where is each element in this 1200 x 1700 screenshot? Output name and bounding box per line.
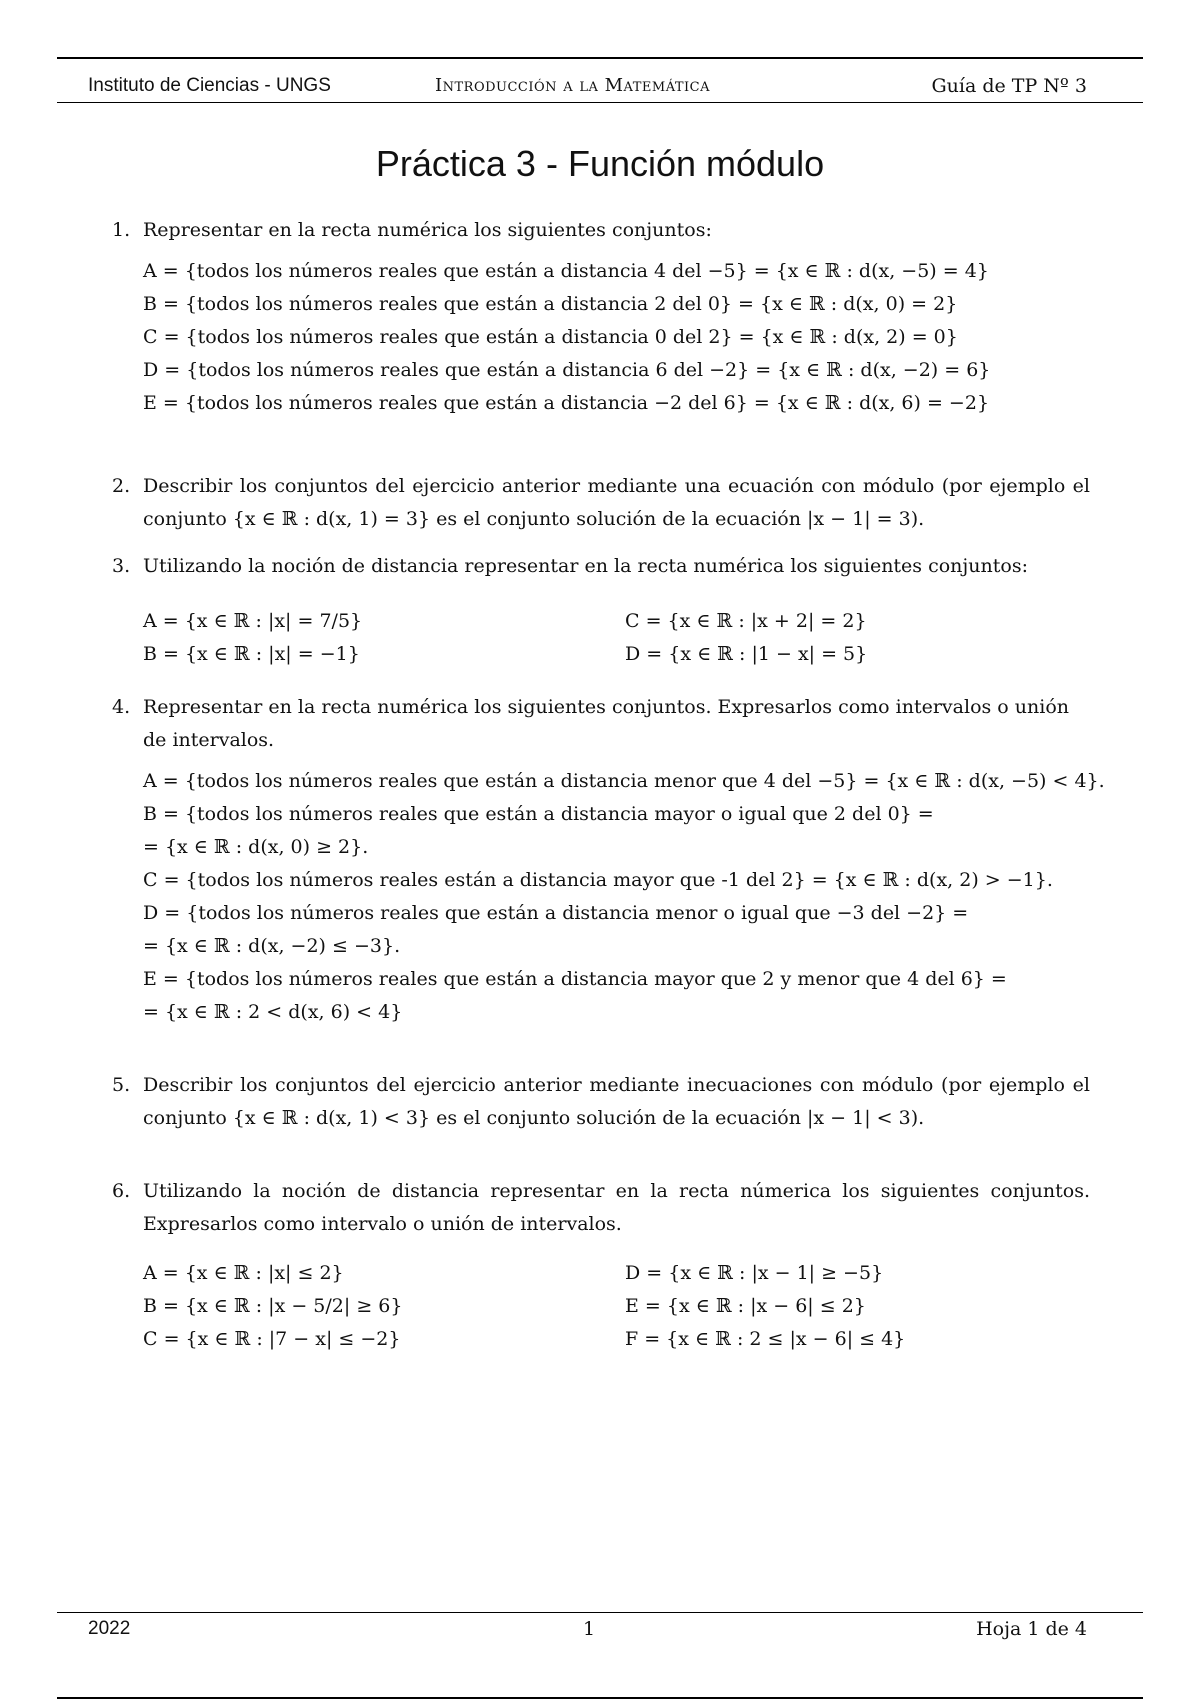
footer-rule [57,1612,1143,1613]
set-definition: B = {x ∈ ℝ : |x| = −1} [143,643,360,665]
set-definition: B = {x ∈ ℝ : |x − 5/2| ≥ 6} [143,1295,403,1317]
set-definition: A = {todos los números reales que están a distancia 4 del −5} = {x ∈ ℝ : d(x, −5) = 4} [143,260,989,282]
exercise-3 [112,550,1090,583]
set-definition: C = {x ∈ ℝ : |x + 2| = 2} [625,610,867,632]
set-columns [143,1257,1090,1356]
page-title: Práctica 3 - Función módulo [375,143,825,184]
set-definition: A = {todos los números reales que están a distancia menor que 4 del −5} = {x ∈ ℝ : d(x, −5) < 4}. [143,770,1105,792]
set-definition: C = {todos los números reales están a distancia mayor que -1 del 2} = {x ∈ ℝ : d(x, 2) > −1}. [143,869,1053,891]
exercise-number: 4. [112,696,131,718]
page-number: 1 [583,1618,596,1640]
set-definition: B = {todos los números reales que están a distancia 2 del 0} = {x ∈ ℝ : d(x, 0) = 2} [143,293,958,315]
bottom-rule [57,1697,1143,1699]
exercise-2 [112,470,1090,536]
footer-sheet: Hoja 1 de 4 [976,1618,1087,1640]
exercise-statement: Utilizando la noción de distancia representar en la recta númerica los siguientes conjuntos. Expresarlos como intervalo o unión de intervalos. [143,1180,1090,1235]
header-rule [57,102,1143,103]
set-definition: D = {x ∈ ℝ : |x − 1| ≥ −5} [625,1262,884,1284]
set-definition: D = {todos los números reales que están a distancia menor o igual que −3 del −2} = [143,902,969,924]
set-definition: E = {todos los números reales que están a distancia mayor que 2 y menor que 4 del 6} = [143,968,1007,990]
set-definition: = {x ∈ ℝ : 2 < d(x, 6) < 4} [143,1001,403,1023]
exercise-number: 2. [112,475,131,497]
header-institute: Instituto de Ciencias - UNGS [88,75,331,96]
exercise-6 [112,1175,1090,1241]
set-definition: C = {x ∈ ℝ : |7 − x| ≤ −2} [143,1328,401,1350]
exercise-number: 5. [112,1074,131,1096]
set-definition: E = {x ∈ ℝ : |x − 6| ≤ 2} [625,1295,866,1317]
exercise-statement: Describir los conjuntos del ejercicio anterior mediante una ecuación con módulo (por ejemplo el conjunto {x ∈ ℝ : d(x, 1) = 3} es el conjunto solución de la ecuación |x − 1| = 3). [143,475,1090,530]
set-columns [143,605,1090,671]
set-definition: F = {x ∈ ℝ : 2 ≤ |x − 6| ≤ 4} [625,1328,906,1350]
exercise-5 [112,1069,1090,1135]
exercise-statement: Representar en la recta numérica los siguientes conjuntos. Expresarlos como intervalos o unión de intervalos. [143,696,1069,751]
footer-year: 2022 [88,1618,131,1639]
exercise-number: 6. [112,1180,131,1202]
header-course: Introducción a la Matemática [435,75,711,96]
set-definition: D = {x ∈ ℝ : |1 − x| = 5} [625,643,868,665]
set-definition: A = {x ∈ ℝ : |x| = 7/5} [143,610,363,632]
exercise-list [112,214,1105,1356]
exercise-statement: Representar en la recta numérica los siguientes conjuntos: [143,219,712,241]
set-definition: E = {todos los números reales que están a distancia −2 del 6} = {x ∈ ℝ : d(x, 6) = −2} [143,392,990,414]
exercise-number: 1. [112,219,131,241]
set-definition: B = {todos los números reales que están a distancia mayor o igual que 2 del 0} = [143,803,934,825]
exercise-number: 3. [112,555,131,577]
set-definition: = {x ∈ ℝ : d(x, 0) ≥ 2}. [143,836,369,858]
exercise-1 [112,214,1090,247]
set-definition: A = {x ∈ ℝ : |x| ≤ 2} [143,1262,344,1284]
exercise-statement: Utilizando la noción de distancia representar en la recta numérica los siguientes conjuntos: [143,555,1029,577]
top-rule [57,57,1143,59]
exercise-statement: Describir los conjuntos del ejercicio anterior mediante inecuaciones con módulo (por ejemplo el conjunto {x ∈ ℝ : d(x, 1) < 3} es el conjunto solución de la ecuación |x − 1| < 3). [143,1074,1090,1129]
set-definition: D = {todos los números reales que están a distancia 6 del −2} = {x ∈ ℝ : d(x, −2) = 6} [143,359,991,381]
exercise-4 [112,691,1090,757]
set-definition: = {x ∈ ℝ : d(x, −2) ≤ −3}. [143,935,401,957]
header-guide: Guía de TP Nº 3 [931,75,1087,97]
set-definition: C = {todos los números reales que están a distancia 0 del 2} = {x ∈ ℝ : d(x, 2) = 0} [143,326,958,348]
